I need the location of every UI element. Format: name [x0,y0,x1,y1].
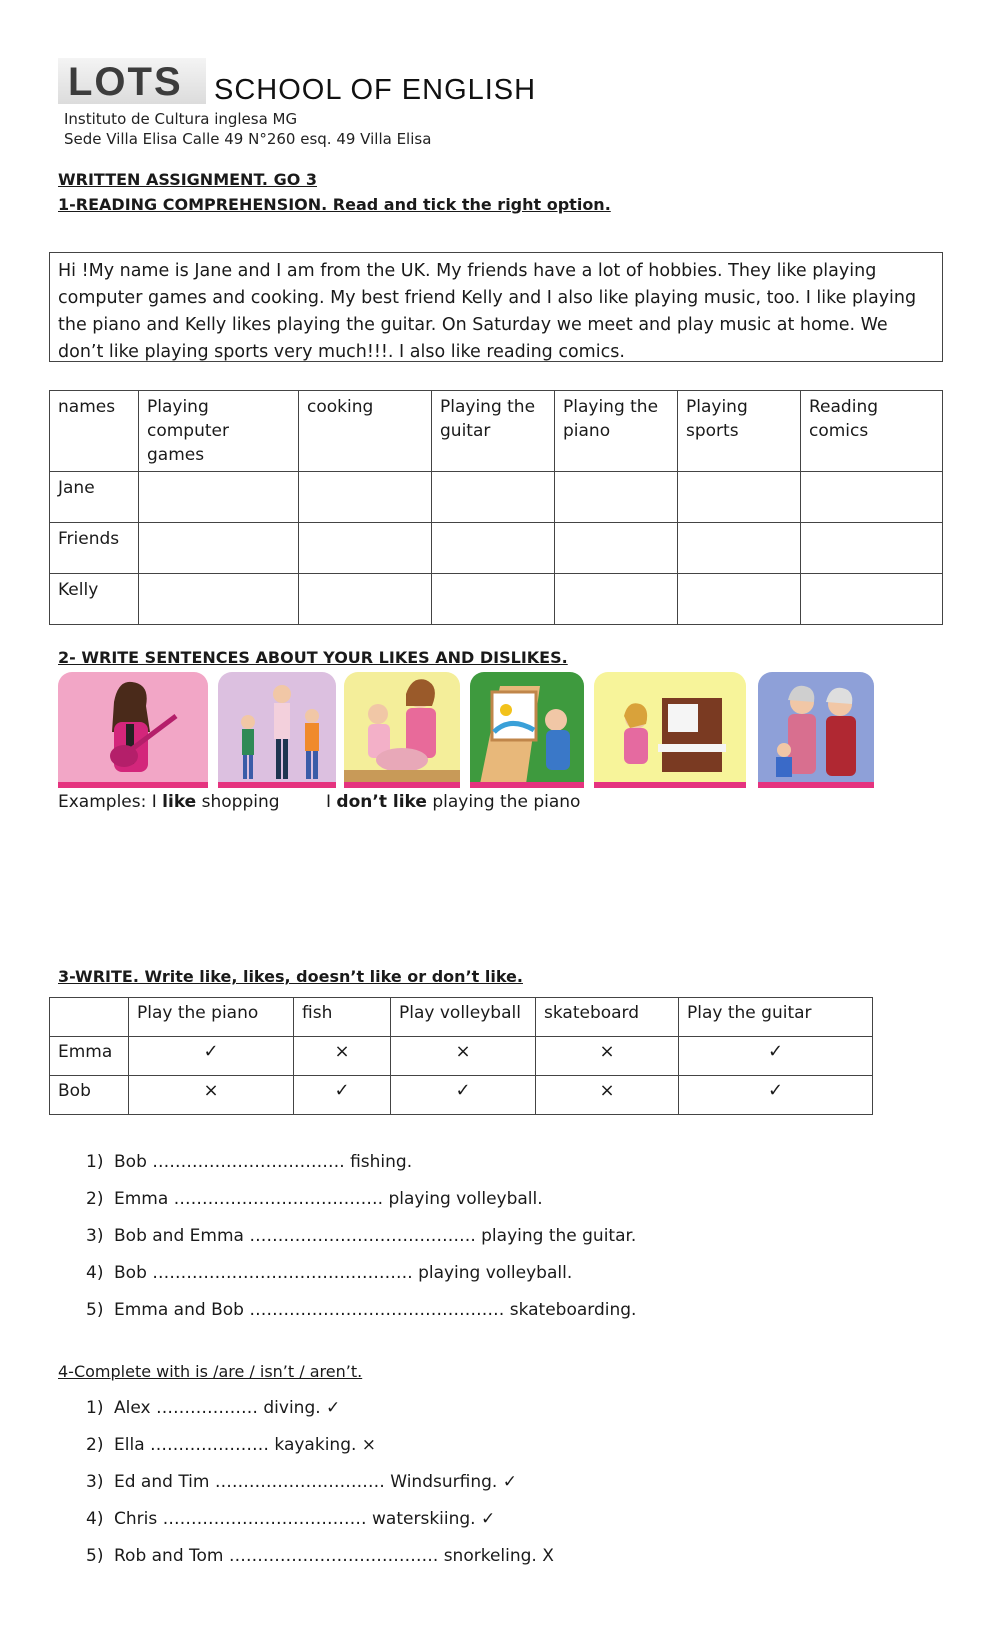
reading-text-box: Hi !My name is Jane and I am from the UK. My friends have a lot of hobbies. They like playing computer games and cooking. My best friend Kelly and I also like playing music, too. I like playing the piano and Kelly likes playing the guitar. On Saturday we meet and play music at home. We don’t like playing sports very much!!!. I also like reading comics. [49,252,943,362]
list-item[interactable] [86,1226,636,1263]
section1-title: 1-READING COMPREHENSION. Read and tick the right option. [58,195,611,214]
item-number: 3) [86,1226,104,1246]
table-header-row [50,998,873,1037]
item-text: Bob and Emma …………………………………. playing the guitar. [114,1226,637,1246]
item-number: 2) [86,1189,104,1209]
table-header-cell: Playing computer games [139,391,299,472]
item-text: Alex ……………… diving. ✓ [114,1398,341,1418]
piano-picture [594,672,746,788]
tick-cell[interactable] [299,523,432,574]
picture-bar [470,782,584,788]
school-address: Sede Villa Elisa Calle 49 N°260 esq. 49 Villa Elisa [64,130,432,148]
list-item[interactable] [86,1472,554,1509]
list-item[interactable] [86,1263,636,1300]
table-row [50,1037,873,1076]
table-header-cell: Playing the guitar [432,391,555,472]
table-header-cell: Playing sports [678,391,801,472]
grandparents-picture [758,672,874,788]
table-row [50,472,943,523]
tick-cell[interactable] [555,523,678,574]
table-header-cell: skateboard [536,998,679,1037]
item-number: 1) [86,1152,104,1172]
mark-cell: ✓ [391,1076,536,1115]
example-like-word: like [162,792,197,812]
tick-cell[interactable] [299,574,432,625]
list-item[interactable] [86,1189,636,1226]
table-row [50,1076,873,1115]
mark-cell: ✓ [679,1037,873,1076]
list-item[interactable] [86,1300,636,1337]
picture-bar [218,782,336,788]
item-number: 5) [86,1546,104,1566]
example-like [58,792,280,812]
picture-bar [758,782,874,788]
mark-cell: ✓ [679,1076,873,1115]
example-dont-like-rest: playing the piano [426,792,581,812]
row-name: Kelly [50,574,139,625]
tick-cell[interactable] [801,523,943,574]
section4-title: 4-Complete with is /are / isn’t / aren’t. [58,1362,363,1381]
tick-cell[interactable] [432,523,555,574]
example-like-rest: shopping [196,792,280,812]
item-number: 4) [86,1263,104,1283]
mark-cell: × [536,1076,679,1115]
row-name: Jane [50,472,139,523]
item-text: Ella ………………… kayaking. × [114,1435,377,1455]
example-prefix: Examples: I [58,792,163,812]
logo [58,58,206,104]
table-header-cell: Play volleyball [391,998,536,1037]
tick-cell[interactable] [139,523,299,574]
picture-bar [344,782,460,788]
reading-tick-table [49,390,943,625]
list-item[interactable] [86,1509,554,1546]
section4-sentences [86,1398,554,1583]
walking-family-picture [218,672,336,788]
table-header-cell: Playing the piano [555,391,678,472]
table-header-cell: Play the guitar [679,998,873,1037]
item-text: Bob ………………………………………. playing volleyball. [114,1263,573,1283]
mark-cell: × [391,1037,536,1076]
item-number: 3) [86,1472,104,1492]
mark-cell: ✓ [129,1037,294,1076]
mark-cell: × [129,1076,294,1115]
mark-cell: × [294,1037,391,1076]
tick-cell[interactable] [555,574,678,625]
picture-bar [594,782,746,788]
table-header-cell: cooking [299,391,432,472]
table-header-cell: Play the piano [129,998,294,1037]
tick-cell[interactable] [555,472,678,523]
item-number: 4) [86,1509,104,1529]
school-name: SCHOOL OF ENGLISH [214,74,537,106]
table-header-cell [50,998,129,1037]
section3-title: 3-WRITE. Write like, likes, doesn’t like or don’t like. [58,967,523,986]
picture-bar [58,782,208,788]
section3-sentences [86,1152,636,1337]
example-subject: I [326,792,337,812]
tick-cell[interactable] [139,574,299,625]
example-dont-like [326,792,580,812]
table-row [50,523,943,574]
item-text: Ed and Tim ………………………… Windsurfing. ✓ [114,1472,517,1492]
tick-cell[interactable] [432,574,555,625]
table-header-cell: fish [294,998,391,1037]
item-text: Chris ……………………………… waterskiing. ✓ [114,1509,496,1529]
header [58,58,658,148]
item-number: 1) [86,1398,104,1418]
example-dont-like-word: don’t like [336,792,427,812]
assignment-title: WRITTEN ASSIGNMENT. GO 3 [58,170,318,189]
tick-cell[interactable] [678,523,801,574]
institute-name: Instituto de Cultura inglesa MG [64,110,298,128]
tick-cell[interactable] [432,472,555,523]
guitar-picture [58,672,208,788]
row-name: Friends [50,523,139,574]
tick-cell[interactable] [299,472,432,523]
item-text: Bob ……………………………. fishing. [114,1152,413,1172]
table-row [50,574,943,625]
item-text: Emma ………………………………. playing volleyball. [114,1189,543,1209]
item-text: Emma and Bob ……………………………………… skateboarding. [114,1300,637,1320]
item-text: Rob and Tom ………………………………. snorkeling. X [114,1546,554,1566]
tick-cell[interactable] [678,574,801,625]
list-item[interactable] [86,1546,554,1583]
item-number: 2) [86,1435,104,1455]
item-number: 5) [86,1300,104,1320]
mark-cell: ✓ [294,1076,391,1115]
mark-cell: × [536,1037,679,1076]
painting-picture [470,672,584,788]
tick-cell[interactable] [678,472,801,523]
table-header-cell: names [50,391,139,472]
row-name: Bob [50,1076,129,1115]
tick-cell[interactable] [801,574,943,625]
section2-title: 2- WRITE SENTENCES ABOUT YOUR LIKES AND DISLIKES. [58,648,568,667]
cooking-picture [344,672,460,788]
table-header-cell: Reading comics [801,391,943,472]
row-name: Emma [50,1037,129,1076]
table-header-row [50,391,943,472]
logo-text: LOTS [68,60,183,104]
list-item[interactable] [86,1152,636,1189]
list-item[interactable] [86,1435,554,1472]
tick-cell[interactable] [801,472,943,523]
list-item[interactable] [86,1398,554,1435]
likes-table [49,997,873,1115]
tick-cell[interactable] [139,472,299,523]
